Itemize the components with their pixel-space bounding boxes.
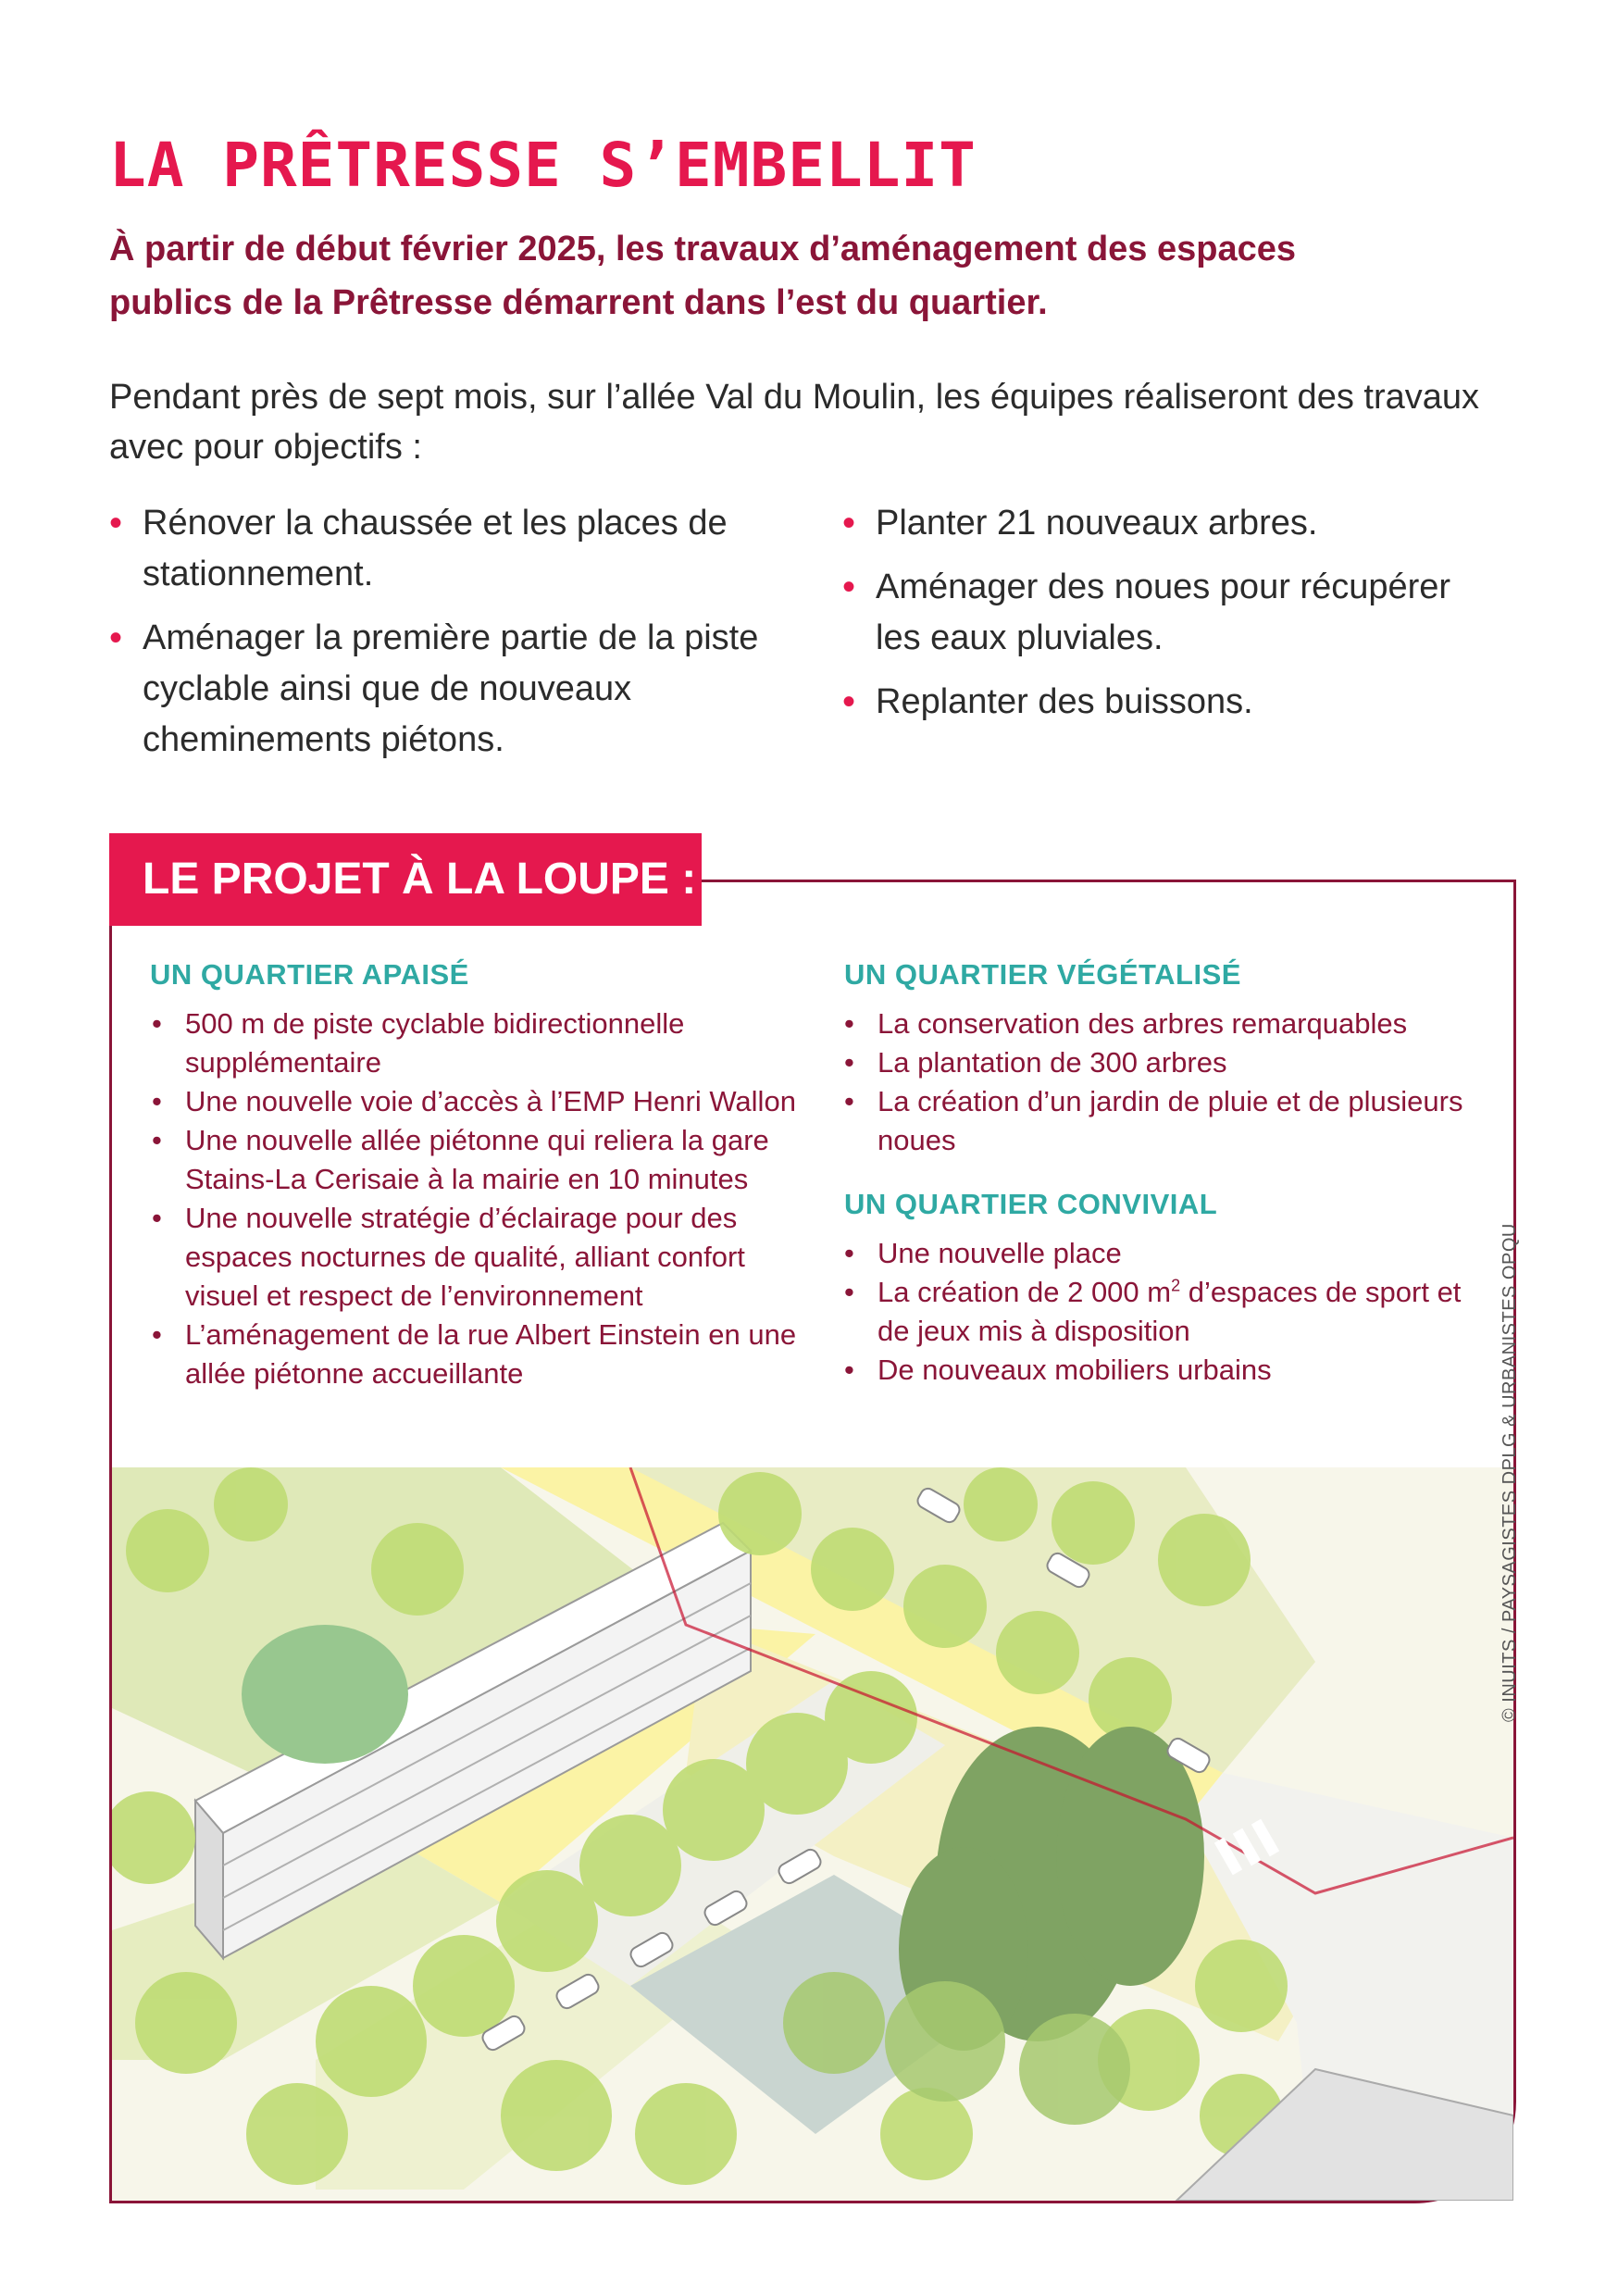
- lead-paragraph: À partir de début février 2025, les travaux d’aménagement des espaces publics de la Prêtresse démarrent dans l’est du quartier.: [109, 230, 1297, 322]
- project-illustration: [112, 1467, 1513, 2201]
- item-text: d’espaces de sport et de jeux mis à disposition: [877, 1276, 1462, 1347]
- objectives-left-list: [109, 498, 813, 779]
- objective-item: • Aménager des noues pour récupérer les eaux pluviales.: [842, 562, 1490, 664]
- list-item: • L’aménagement de la rue Albert Einstein en une allée piétonne accueillante: [148, 1316, 815, 1393]
- superscript: 2: [1171, 1276, 1181, 1295]
- list-apaise: [148, 1004, 815, 1393]
- list-item: • Une nouvelle allée piétonne qui reliera la gare Stains-La Cerisaie à la mairie en 10 minutes: [148, 1121, 815, 1199]
- list-item: • Une nouvelle place: [840, 1234, 1470, 1273]
- list-item: • Une nouvelle stratégie d’éclairage pour des espaces nocturnes de qualité, alliant confort visuel et respect de l’environnement: [148, 1199, 815, 1316]
- heading-apaise: UN QUARTIER APAISÉ: [150, 958, 469, 991]
- objectives-right-list: [842, 498, 1490, 741]
- project-banner: LE PROJET À LA LOUPE :: [109, 833, 702, 926]
- list-item: • 500 m de piste cyclable bidirectionnelle supplémentaire: [148, 1004, 815, 1082]
- axonometric-view: [112, 1467, 1513, 2201]
- page-title: LA PRÊTRESSE S’EMBELLIT: [109, 130, 977, 201]
- objective-item: • Rénover la chaussée et les places de stationnement.: [109, 498, 813, 600]
- list-item: [840, 1273, 1470, 1351]
- objective-item: • Replanter des buissons.: [842, 677, 1490, 728]
- list-item: • De nouveaux mobiliers urbains: [840, 1351, 1470, 1390]
- objective-item: • Planter 21 nouveaux arbres.: [842, 498, 1490, 549]
- list-convivial: [840, 1234, 1470, 1390]
- item-text: La création de 2 000 m: [877, 1276, 1172, 1308]
- list-item: • Une nouvelle voie d’accès à l’EMP Henri Wallon: [148, 1082, 815, 1121]
- list-item: • La conservation des arbres remarquables: [840, 1004, 1470, 1043]
- heading-vegetalise: UN QUARTIER VÉGÉTALISÉ: [844, 958, 1241, 991]
- photo-credit: © INUITS / PAYSAGISTES DPLG & URBANISTES OPQU: [1500, 1223, 1520, 1722]
- list-item: • La plantation de 300 arbres: [840, 1043, 1470, 1082]
- intro-paragraph: Pendant près de sept mois, sur l’allée Val du Moulin, les équipes réaliseront des travaux avec pour objectifs :: [109, 378, 1479, 467]
- objective-item: • Aménager la première partie de la piste cyclable ainsi que de nouveaux cheminements piétons.: [109, 613, 813, 766]
- list-vegetalise: [840, 1004, 1470, 1160]
- heading-convivial: UN QUARTIER CONVIVIAL: [844, 1188, 1218, 1220]
- list-item: • La création d’un jardin de pluie et de plusieurs noues: [840, 1082, 1470, 1160]
